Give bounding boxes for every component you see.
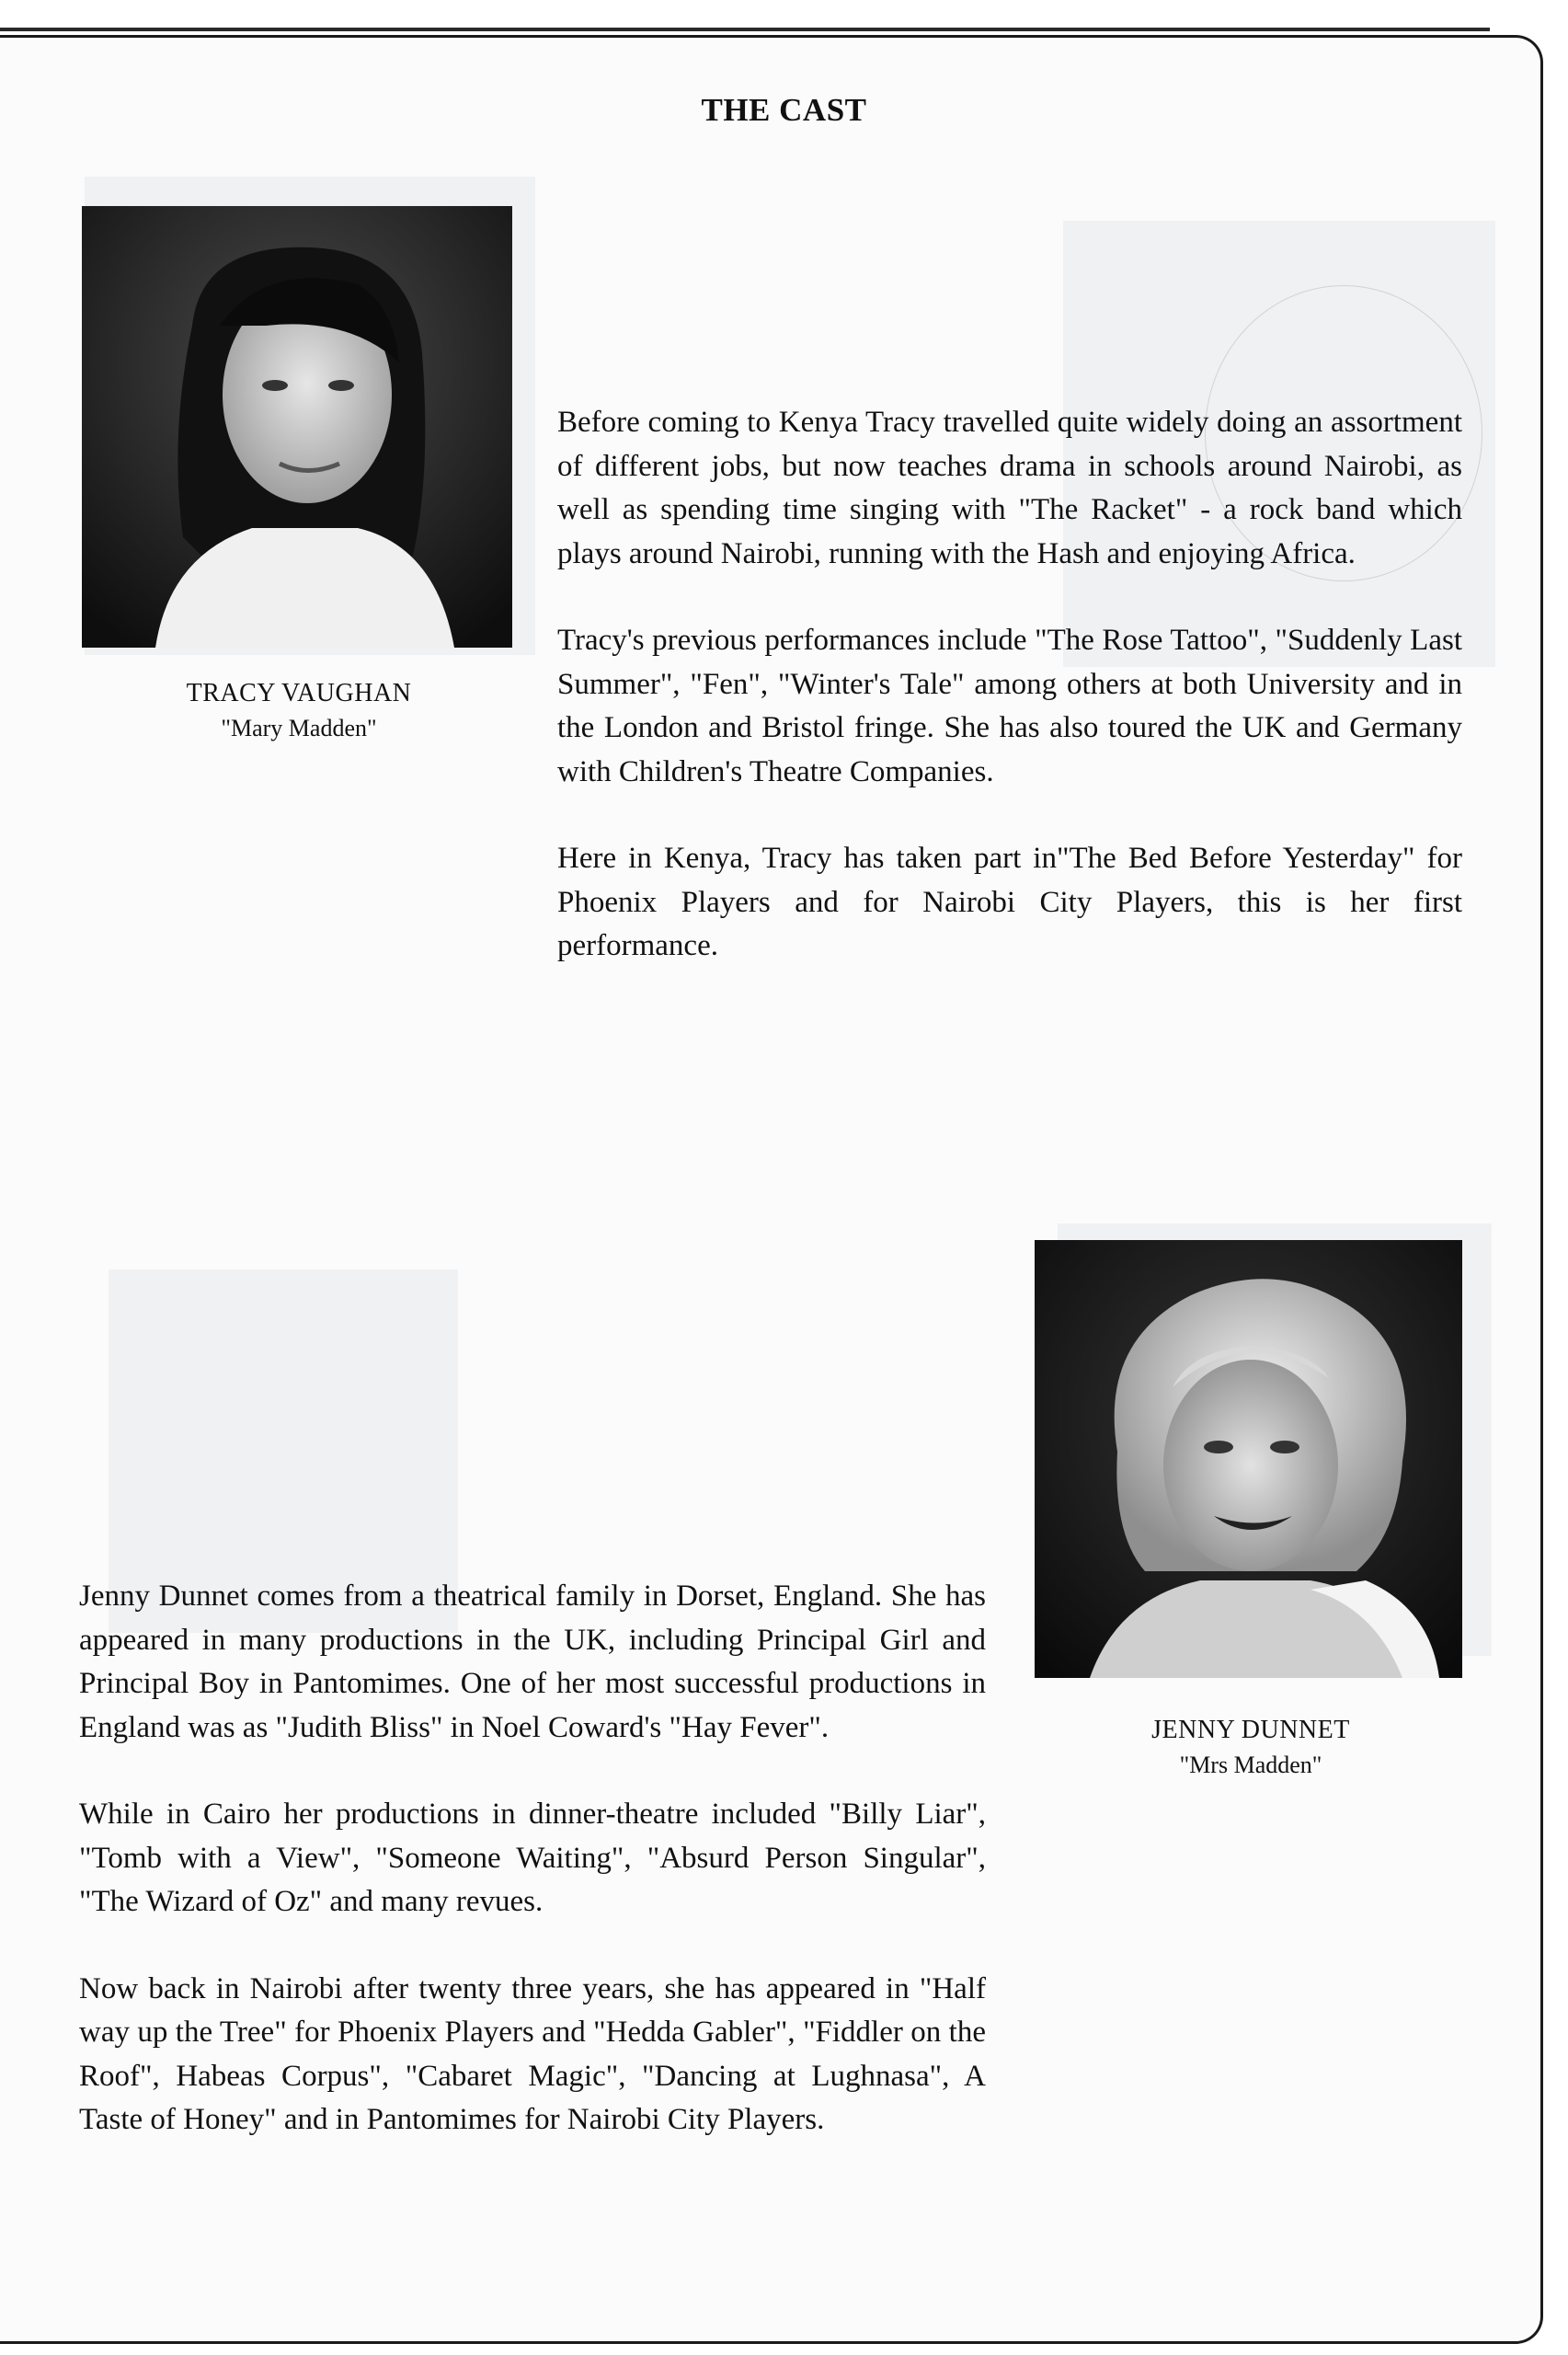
member-name: JENNY DUNNET bbox=[1151, 1716, 1350, 1744]
member-role: "Mrs Madden" bbox=[1179, 1752, 1322, 1778]
bio-paragraph: Now back in Nairobi after twenty three years, she has appeared in "Half way up the Tree" for Phoenix Players and "Hedda Gabler", "Fiddler on the Roof", Habeas Corpus", "Cabaret Magic", "Dancing at Lughnasa", A Taste of Honey" and in Pantomimes for Nairobi City Players. bbox=[79, 1971, 986, 2136]
jenny-dunnet-photo bbox=[1035, 1240, 1462, 1678]
portrait-photo-icon bbox=[1035, 1240, 1462, 1678]
bio-paragraph: Here in Kenya, Tracy has taken part in"The Bed Before Yesterday" for Phoenix Players and for Nairobi City Players, this is her first performance. bbox=[557, 842, 1462, 962]
member-name: TRACY VAUGHAN bbox=[186, 679, 412, 707]
portrait-photo-icon bbox=[82, 206, 512, 648]
tracy-vaughan-photo bbox=[82, 206, 512, 648]
bio-paragraph: Before coming to Kenya Tracy travelled quite widely doing an assortment of different jobs, but now teaches drama in schools around Nairobi, as well as spending time singing with "The Racket" - a rock band which plays around Nairobi, running with the Hash and enjoying Africa. bbox=[557, 406, 1462, 570]
tracy-vaughan-bio bbox=[557, 401, 1462, 969]
page-title: THE CAST bbox=[701, 92, 867, 128]
bio-paragraph: Tracy's previous performances include "The Rose Tattoo", "Suddenly Last Summer", "Fen", "Winter's Tale" among others at both University and in the London and Bristol fringe. She has also toured the UK and Germany with Children's Theatre Companies. bbox=[557, 624, 1462, 788]
bio-paragraph: Jenny Dunnet comes from a theatrical family in Dorset, England. She has appeared in many productions in the UK, including Principal Girl and Principal Boy in Pantomimes. One of her most successful productions in England was as "Judith Bliss" in Noel Coward's "Hay Fever". bbox=[79, 1580, 986, 1744]
bio-paragraph: While in Cairo her productions in dinner-theatre included "Billy Liar", "Tomb with a View", "Someone Waiting", "Absurd Person Singular", "The Wizard of Oz" and many revues. bbox=[79, 1798, 986, 1918]
page-top-edge bbox=[0, 28, 1490, 31]
member-role: "Mary Madden" bbox=[221, 715, 377, 741]
jenny-dunnet-bio bbox=[79, 1575, 986, 2142]
jenny-dunnet-caption bbox=[1058, 1713, 1444, 1783]
tracy-vaughan-caption bbox=[120, 676, 478, 746]
